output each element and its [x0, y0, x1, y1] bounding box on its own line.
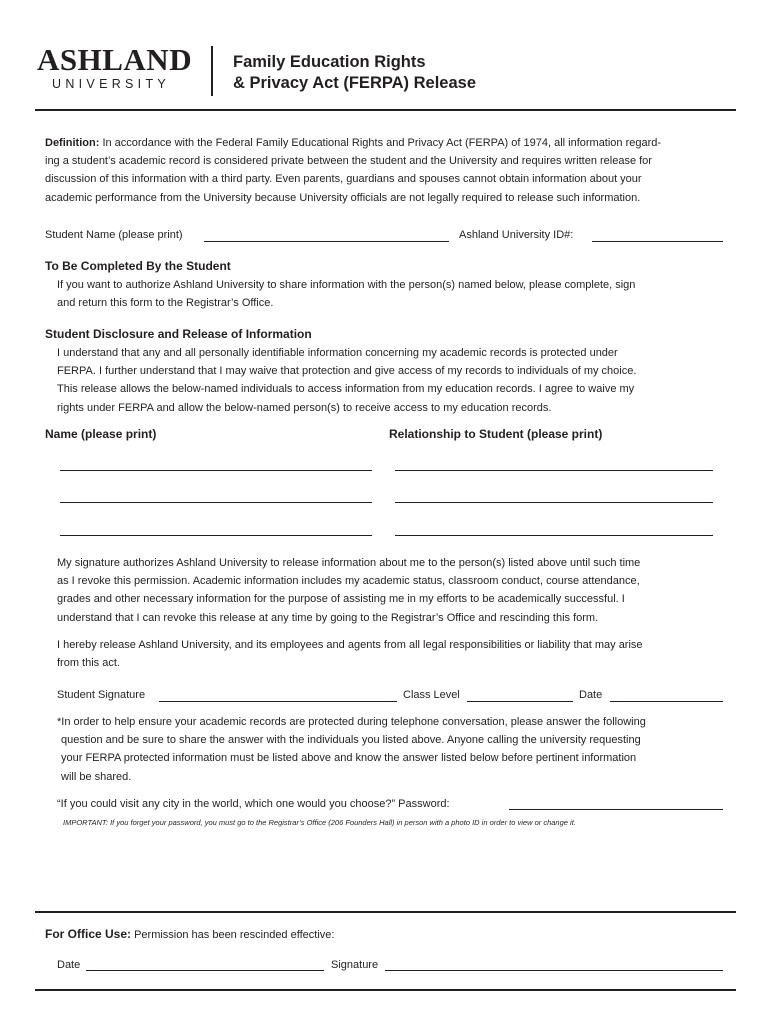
student-signature-label: Student Signature: [57, 689, 146, 701]
relationship-column-header: Relationship to Student (please print): [389, 427, 603, 441]
name-column-header: Name (please print): [45, 427, 157, 441]
student-name-field[interactable]: [204, 241, 449, 242]
password-important-note: IMPORTANT: If you forget your password, you must go to the Registrar’s Office (206 Founders Hall) in person with a photo ID in order to view or change it.: [63, 818, 576, 827]
logo-wordmark: ASHLAND: [37, 42, 193, 77]
office-date-label: Date: [57, 959, 81, 971]
student-id-label: Ashland University ID#:: [459, 229, 574, 241]
office-date-field[interactable]: [86, 970, 324, 971]
password-question: “If you could visit any city in the world, which one would you choose?” Password:: [57, 798, 450, 810]
office-use-bottom-rule: [35, 989, 736, 991]
relationship-field-2[interactable]: [395, 502, 713, 503]
header-divider: [211, 46, 213, 96]
office-signature-field[interactable]: [385, 970, 723, 971]
office-use-top-rule: [35, 911, 736, 913]
disclosure-heading: Student Disclosure and Release of Information: [45, 327, 312, 341]
date-label: Date: [579, 689, 603, 701]
relationship-field-3[interactable]: [395, 535, 713, 536]
class-level-field[interactable]: [467, 701, 573, 702]
liability-paragraph: I hereby release Ashland University, and its employees and agents from all legal responsibilities or liability that may arise from this act.: [57, 639, 643, 670]
authorization-paragraph: My signature authorizes Ashland University to release information about me to the person(s) listed above until such time as I revoke this permission. Academic information includes my academic status, classroom conduct, course attendance, grades and other necessary information for the purpose of assisting me in my efforts to be academically successful. I understand that I can revoke this release at any time by going to the Registrar’s Office and rescinding this form.: [57, 557, 641, 624]
office-signature-label: Signature: [331, 959, 379, 971]
person-name-field-1[interactable]: [60, 470, 372, 471]
telephone-note: *In order to help ensure your academic records are protected during telephone conversation, please answer the following question and be sure to share the answer with the individuals you listed above. Anyone calling the university requesting your FERPA protected information must be listed above and know the answer listed below before pertinent information will be shared.: [57, 716, 646, 783]
person-name-field-3[interactable]: [60, 535, 372, 536]
student-signature-field[interactable]: [159, 701, 397, 702]
student-id-field[interactable]: [592, 241, 723, 242]
password-field[interactable]: [509, 809, 723, 810]
relationship-field-1[interactable]: [395, 470, 713, 471]
person-name-field-2[interactable]: [60, 502, 372, 503]
date-field[interactable]: [610, 701, 723, 702]
student-name-label: Student Name (please print): [45, 229, 183, 241]
form-title: Family Education Rights & Privacy Act (FERPA) Release: [233, 53, 477, 92]
disclosure-text: I understand that any and all personally identifiable information concerning my academic records is protected under FERPA. I further understand that I may waive that protection and give access of my records to individuals of my choice. This release allows the below-named individuals to access information from my education records. I agree to waive my rights under FERPA and allow the below-named person(s) to receive access to my education records.: [57, 347, 637, 414]
student-section-heading: To Be Completed By the Student: [45, 259, 231, 273]
logo-subtitle: UNIVERSITY: [52, 77, 171, 91]
definition-paragraph: Definition: In accordance with the Federal Family Educational Rights and Privacy Act (FERPA) of 1974, all information regard- ing a student’s academic record is considered private between the student and the University and requires written release for discussion of this information with a third party. Even parents, guardians and spouses cannot obtain information about your academic performance from the University because University officials are not legally required to release such information.: [45, 137, 662, 204]
class-level-label: Class Level: [403, 689, 460, 701]
student-section-text: If you want to authorize Ashland University to share information with the person(s) named below, please complete, sign and return this form to the Registrar’s Office.: [57, 279, 636, 310]
header-rule: [35, 109, 736, 111]
office-use-line: For Office Use: Permission has been rescinded effective:: [45, 927, 335, 941]
